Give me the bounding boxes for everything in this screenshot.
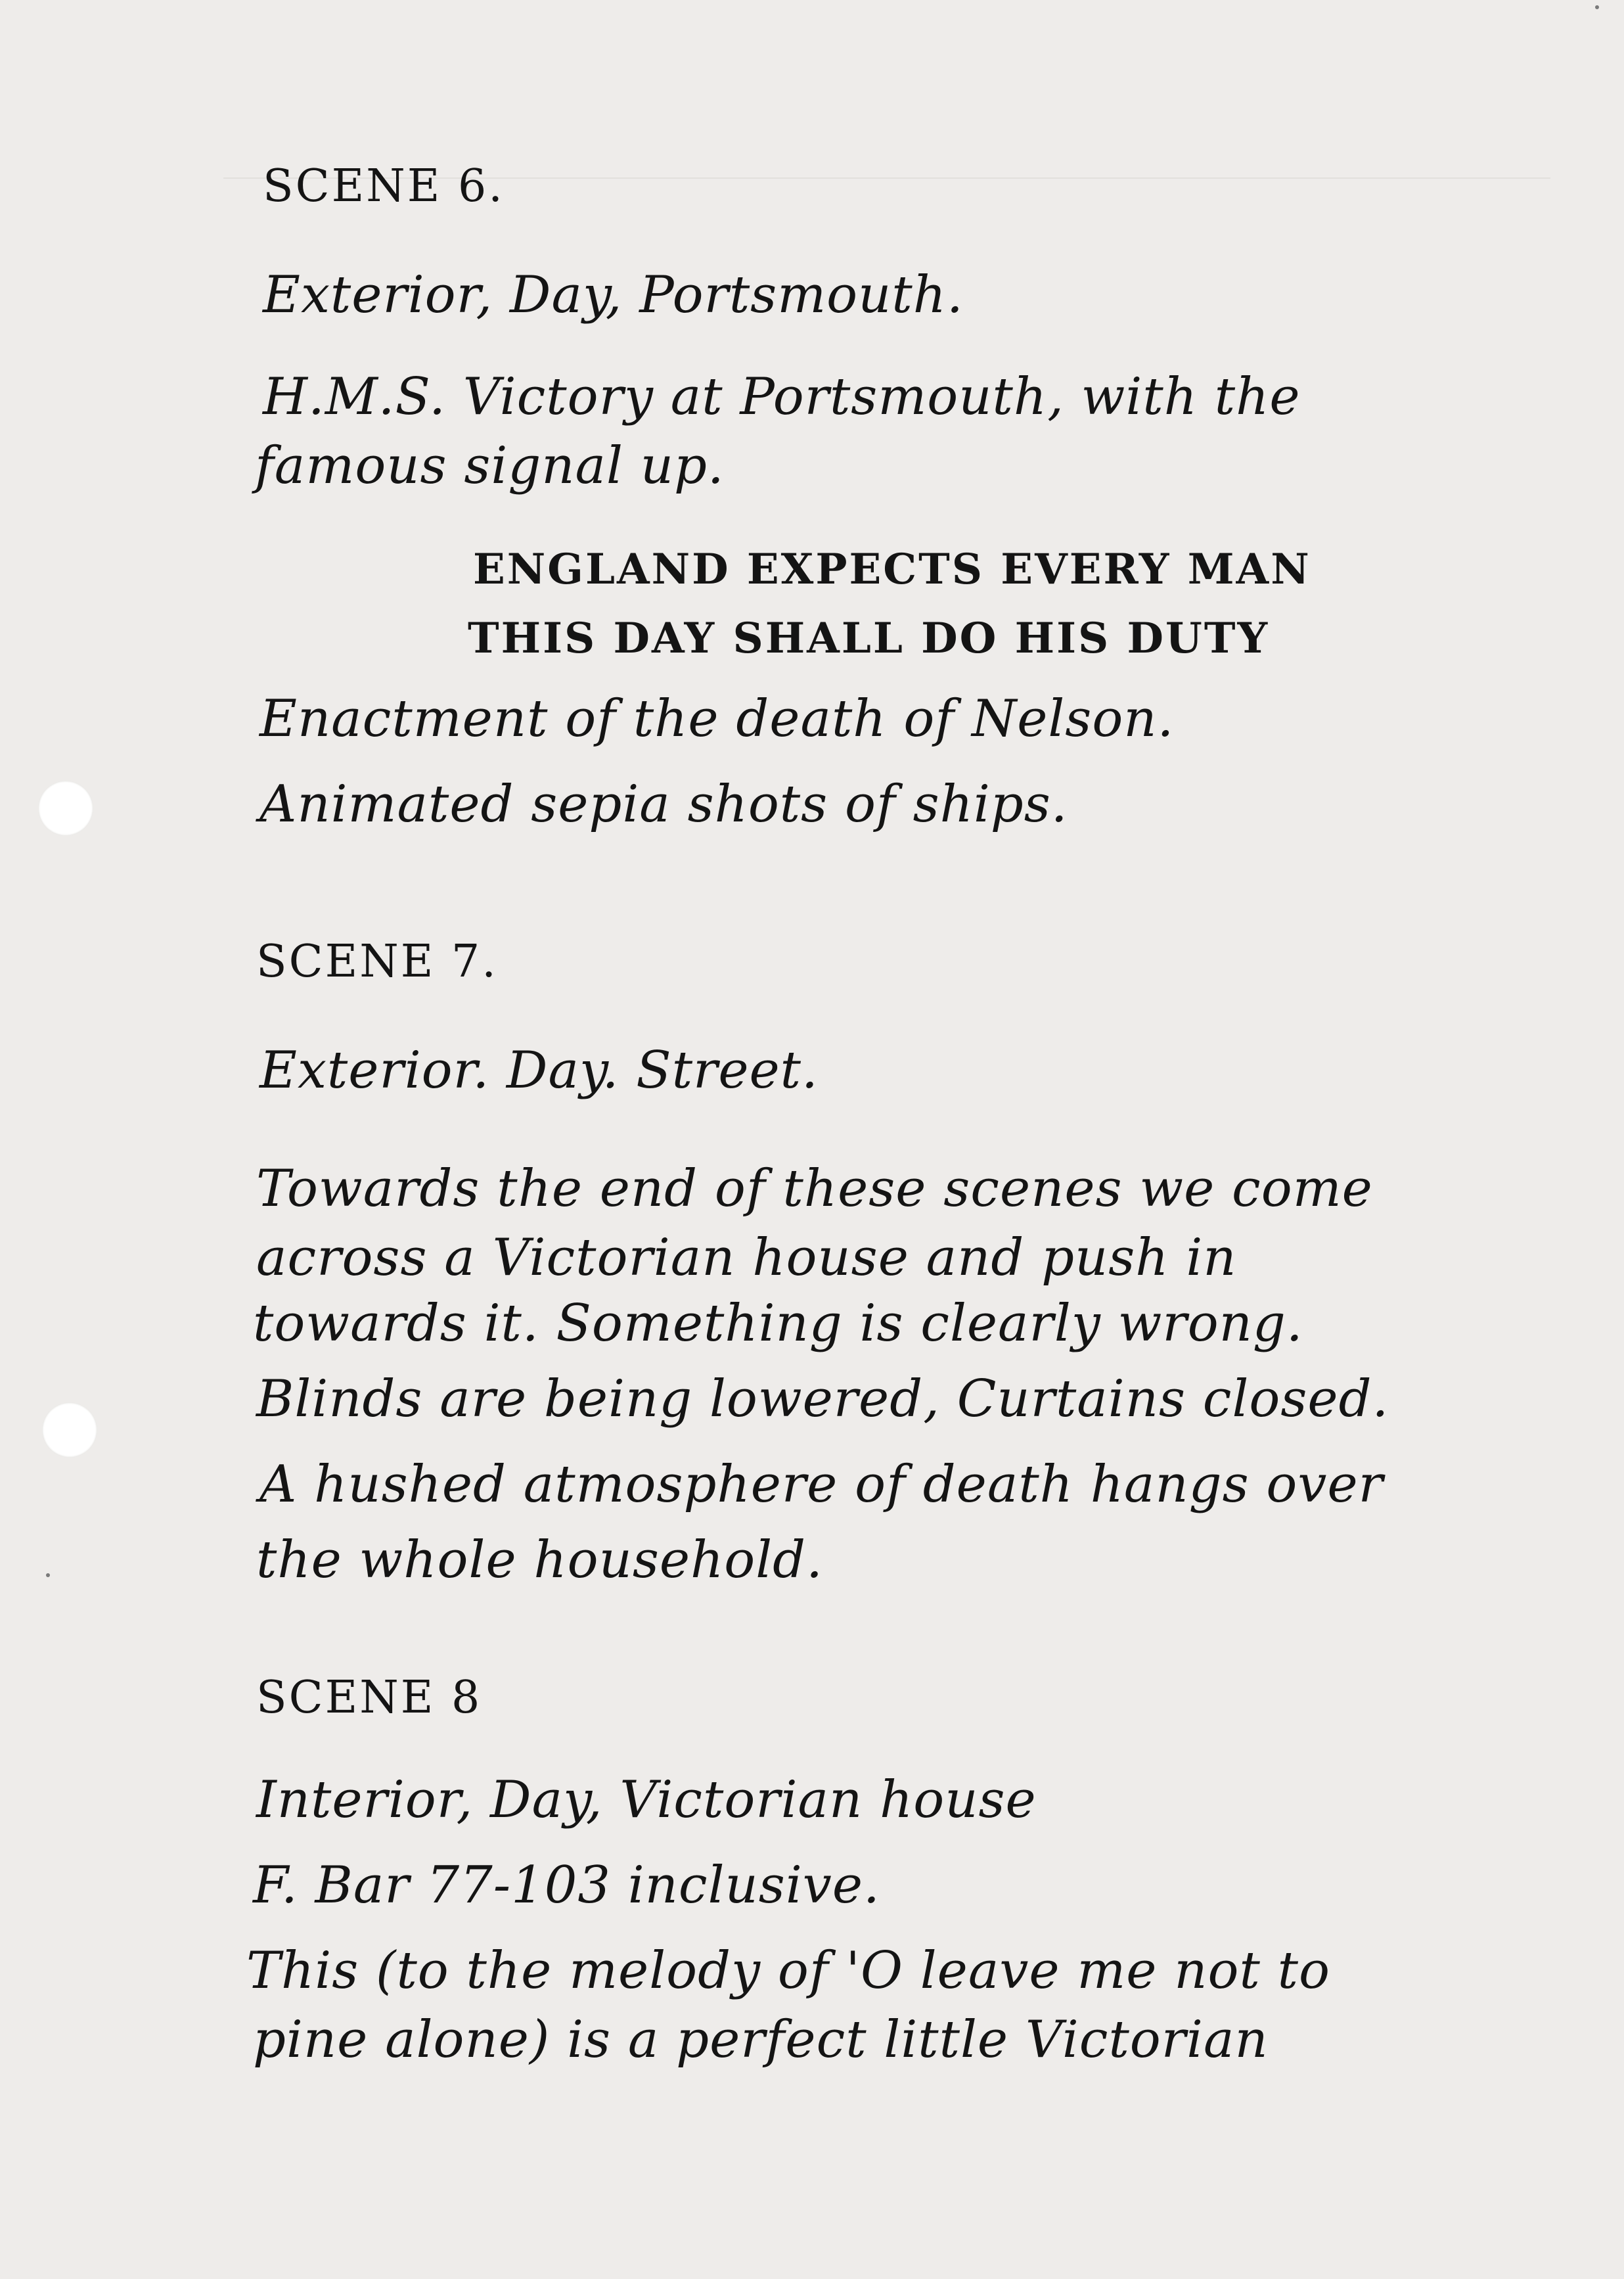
signal-line: THIS DAY SHALL DO HIS DUTY bbox=[468, 614, 1270, 663]
scene-6-action-line: Enactment of the death of Nelson. bbox=[259, 689, 1175, 748]
scene-7-desc-line: across a Victorian house and push in bbox=[256, 1228, 1237, 1287]
scene-6-setting: Exterior, Day, Portsmouth. bbox=[263, 265, 964, 325]
scene-6-desc-line: famous signal up. bbox=[255, 436, 725, 495]
punch-hole bbox=[42, 1402, 97, 1458]
scene-8-setting: Interior, Day, Victorian house bbox=[256, 1770, 1037, 1830]
scene-7-heading: SCENE 7. bbox=[256, 936, 498, 988]
ink-dot bbox=[46, 1573, 50, 1577]
scene-8-heading: SCENE 8 bbox=[256, 1672, 482, 1724]
corner-mark bbox=[1595, 5, 1599, 9]
signal-line: ENGLAND EXPECTS EVERY MAN bbox=[473, 545, 1311, 594]
scene-7-desc-line: the whole household. bbox=[256, 1531, 823, 1590]
scene-8-desc-line: This (to the melody of 'O leave me not to bbox=[246, 1941, 1330, 2000]
scene-8-desc-line: pine alone) is a perfect little Victorian bbox=[253, 2010, 1269, 2069]
punch-hole bbox=[38, 781, 93, 836]
scene-6-heading: SCENE 6. bbox=[263, 160, 505, 212]
scene-7-setting: Exterior. Day. Street. bbox=[259, 1041, 819, 1100]
scene-6-desc-line: H.M.S. Victory at Portsmouth, with the bbox=[263, 367, 1301, 426]
scene-7-desc-line: Towards the end of these scenes we come bbox=[256, 1159, 1373, 1218]
scene-7-desc-line: Blinds are being lowered, Curtains closed. bbox=[256, 1370, 1389, 1429]
scene-6-action-line: Animated sepia shots of ships. bbox=[259, 775, 1068, 834]
music-cue: F. Bar 77-103 inclusive. bbox=[253, 1856, 880, 1915]
scene-7-desc-line: A hushed atmosphere of death hangs over bbox=[259, 1455, 1384, 1514]
scene-7-desc-line: towards it. Something is clearly wrong. bbox=[253, 1294, 1303, 1353]
